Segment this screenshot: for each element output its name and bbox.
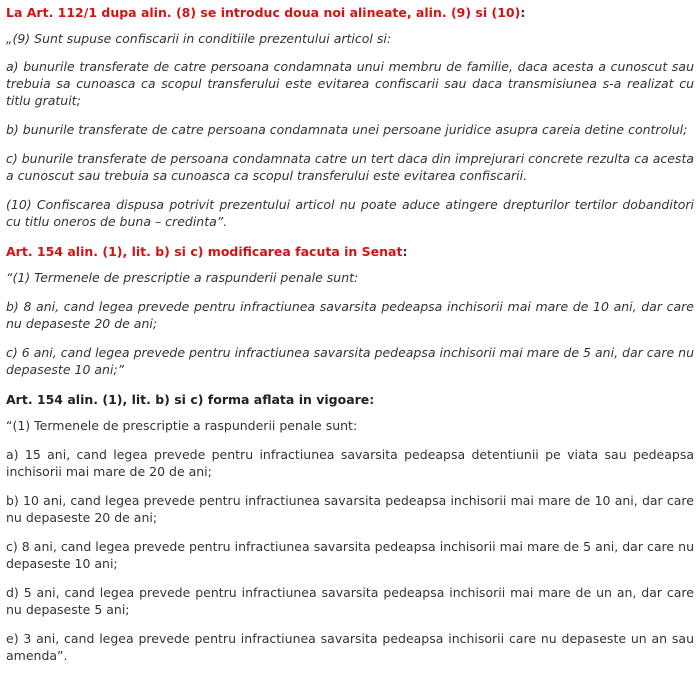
section-heading-colon: : xyxy=(369,392,375,407)
section-heading-colon: : xyxy=(520,5,526,20)
paragraph-senat-intro: “(1) Termenele de prescriptie a raspunderii penale sunt: xyxy=(6,270,359,285)
paragraph-alin-9-intro: „(9) Sunt supuse confiscarii in conditiile prezentului articol si: xyxy=(6,31,392,46)
section-heading-text: Art. 154 alin. (1), lit. b) si c) forma aflata in vigoare xyxy=(6,392,370,407)
paragraph-vigoare-intro: “(1) Termenele de prescriptie a raspunderii penale sunt: xyxy=(6,418,358,433)
paragraph-senat-c: c) 6 ani, cand legea prevede pentru infractiunea savarsita pedeapsa inchisorii mai mare de 5 ani, dar care nu depaseste 10 ani;” xyxy=(6,345,694,377)
section-heading-text: Art. 154 alin. (1), lit. b) si c) modificarea facuta in Senat xyxy=(6,244,403,259)
paragraph-senat-b: b) 8 ani, cand legea prevede pentru infractiunea savarsita pedeapsa inchisorii mai mare de 10 ani, dar care nu depaseste 20 de ani; xyxy=(6,299,694,331)
section-heading-colon: : xyxy=(402,244,408,259)
paragraph-vigoare-a: a) 15 ani, cand legea prevede pentru infractiunea savarsita pedeapsa detentiunii pe viata sau pedeapsa inchisorii mai mare de 20 de ani; xyxy=(6,447,694,479)
paragraph-alin-9-c: c) bunurile transferate de persoana condamnata catre un tert daca din imprejurari concrete rezulta ca acesta a cunoscut sau trebuia sa cunoasca ca scopul transferului este evitarea confiscarii. xyxy=(6,151,694,183)
paragraph-vigoare-e: e) 3 ani, cand legea prevede pentru infractiunea savarsita pedeapsa inchisorii care nu depaseste un an sau amenda”. xyxy=(6,631,694,663)
paragraph-vigoare-c: c) 8 ani, cand legea prevede pentru infractiunea savarsita pedeapsa inchisorii mai mare de 5 ani, dar care nu depaseste 10 ani; xyxy=(6,539,694,571)
paragraph-vigoare-d: d) 5 ani, cand legea prevede pentru infractiunea savarsita pedeapsa inchisorii mai mare de un an, dar care nu depaseste 5 ani; xyxy=(6,585,694,617)
paragraph-vigoare-b: b) 10 ani, cand legea prevede pentru infractiunea savarsita pedeapsa inchisorii mai mare de 10 ani, dar care nu depaseste 20 de ani; xyxy=(6,493,694,525)
paragraph-alin-10: (10) Confiscarea dispusa potrivit prezentului articol nu poate aduce atingere drepturilor tertilor dobanditori cu titlu oneros de buna – credinta”. xyxy=(6,197,694,229)
section-heading-art-154-senat xyxy=(6,242,694,262)
section-heading-art-112-1 xyxy=(6,3,694,23)
section-heading-text: La Art. 112/1 dupa alin. (8) se introduc doua noi alineate, alin. (9) si (10) xyxy=(6,5,521,20)
paragraph-alin-9-b: b) bunurile transferate de catre persoana condamnata unei persoane juridice asupra careia detine controlul; xyxy=(6,122,688,137)
section-heading-art-154-vigoare xyxy=(6,390,694,410)
paragraph-alin-9-a: a) bunurile transferate de catre persoana condamnata unui membru de familie, daca acesta a cunoscut sau trebuia sa cunoasca ca scopul transferului este evitarea confiscarii sau daca transmisiunea s-a realizat cu titlu gratuit; xyxy=(6,59,694,108)
